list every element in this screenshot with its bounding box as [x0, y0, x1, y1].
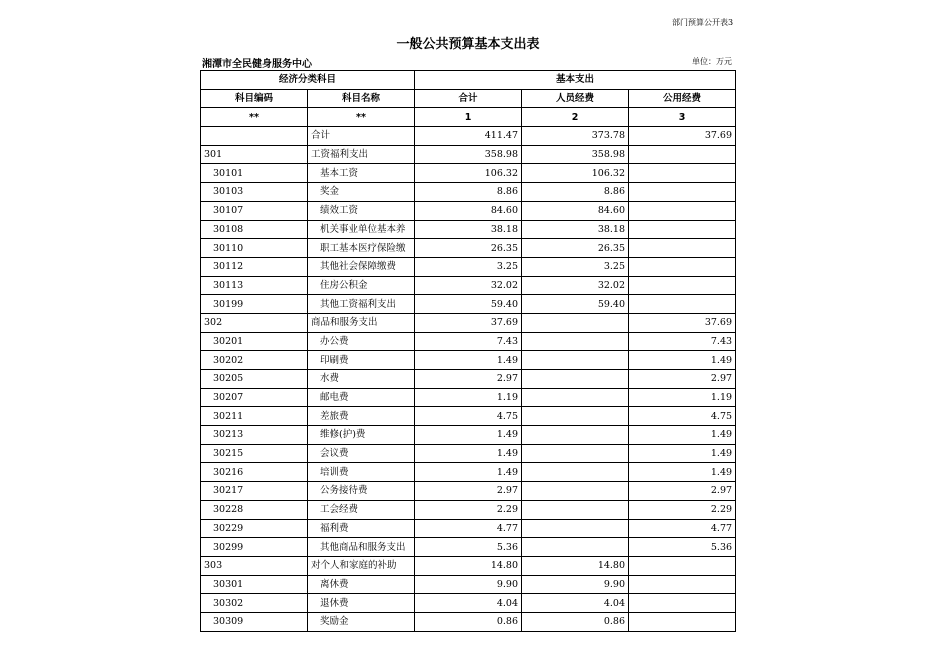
row-code: 30229	[201, 519, 308, 538]
row-total: 2.97	[415, 370, 522, 389]
row-personnel	[522, 332, 629, 351]
row-name: 退休费	[308, 594, 415, 613]
row-personnel: 8.86	[522, 183, 629, 202]
row-total: 411.47	[415, 127, 522, 146]
row-personnel: 3.25	[522, 257, 629, 276]
row-personnel: 59.40	[522, 295, 629, 314]
row-public	[629, 220, 736, 239]
row-public: 1.49	[629, 351, 736, 370]
row-name: 福利费	[308, 519, 415, 538]
header-personnel: 人员经费	[522, 89, 629, 108]
table-row	[201, 257, 736, 276]
row-public: 2.97	[629, 370, 736, 389]
row-code: 30301	[201, 575, 308, 594]
row-total: 4.75	[415, 407, 522, 426]
header-name: 科目名称	[308, 89, 415, 108]
row-name: 工资福利支出	[308, 145, 415, 164]
row-name: 合计	[308, 127, 415, 146]
row-name: 奖金	[308, 183, 415, 202]
row-public	[629, 164, 736, 183]
row-total: 1.19	[415, 388, 522, 407]
row-code: 30302	[201, 594, 308, 613]
row-total: 2.29	[415, 500, 522, 519]
table-row	[201, 332, 736, 351]
row-personnel: 0.86	[522, 612, 629, 631]
table-row	[201, 575, 736, 594]
row-code: 30110	[201, 239, 308, 258]
row-public: 37.69	[629, 127, 736, 146]
row-total: 84.60	[415, 201, 522, 220]
row-code: 30103	[201, 183, 308, 202]
row-total: 38.18	[415, 220, 522, 239]
row-name: 会议费	[308, 444, 415, 463]
row-public	[629, 276, 736, 295]
row-public	[629, 594, 736, 613]
header-row-group	[201, 71, 736, 90]
row-total: 1.49	[415, 463, 522, 482]
row-name: 公务接待费	[308, 482, 415, 501]
row-personnel: 9.90	[522, 575, 629, 594]
row-public: 2.29	[629, 500, 736, 519]
row-name: 其他社会保障缴费	[308, 257, 415, 276]
row-code: 30217	[201, 482, 308, 501]
header-row-index	[201, 108, 736, 127]
row-name: 办公费	[308, 332, 415, 351]
row-name: 住房公积金	[308, 276, 415, 295]
row-total: 9.90	[415, 575, 522, 594]
row-public: 1.49	[629, 444, 736, 463]
row-name: 培训费	[308, 463, 415, 482]
row-total: 5.36	[415, 538, 522, 557]
row-total: 4.04	[415, 594, 522, 613]
row-personnel	[522, 444, 629, 463]
row-code: 30213	[201, 426, 308, 445]
header-basic-expense: 基本支出	[415, 71, 736, 90]
table-row	[201, 426, 736, 445]
table-row	[201, 444, 736, 463]
table-row	[201, 370, 736, 389]
table-row	[201, 220, 736, 239]
row-total: 37.69	[415, 313, 522, 332]
row-personnel: 4.04	[522, 594, 629, 613]
row-public: 1.49	[629, 426, 736, 445]
row-name: 其他商品和服务支出	[308, 538, 415, 557]
row-public: 37.69	[629, 313, 736, 332]
row-public: 4.75	[629, 407, 736, 426]
row-total: 358.98	[415, 145, 522, 164]
row-total: 0.86	[415, 612, 522, 631]
row-code: 30107	[201, 201, 308, 220]
row-code: 30101	[201, 164, 308, 183]
row-code: 303	[201, 556, 308, 575]
table-row	[201, 556, 736, 575]
table-row	[201, 407, 736, 426]
row-public: 7.43	[629, 332, 736, 351]
table-row	[201, 164, 736, 183]
table-number-label: 部门预算公开表3	[672, 18, 734, 27]
table-row	[201, 482, 736, 501]
row-code: 30108	[201, 220, 308, 239]
header-col3: 3	[629, 108, 736, 127]
row-personnel	[522, 313, 629, 332]
header-star-name: **	[308, 108, 415, 127]
table-row	[201, 612, 736, 631]
row-total: 3.25	[415, 257, 522, 276]
row-name: 职工基本医疗保险缴	[308, 239, 415, 258]
row-total: 106.32	[415, 164, 522, 183]
table-row	[201, 519, 736, 538]
header-public: 公用经费	[629, 89, 736, 108]
row-personnel	[522, 351, 629, 370]
row-total: 1.49	[415, 351, 522, 370]
row-total: 4.77	[415, 519, 522, 538]
row-personnel: 38.18	[522, 220, 629, 239]
row-name: 绩效工资	[308, 201, 415, 220]
row-name: 奖励金	[308, 612, 415, 631]
row-personnel	[522, 538, 629, 557]
header-code: 科目编码	[201, 89, 308, 108]
row-code: 30202	[201, 351, 308, 370]
row-code: 30309	[201, 612, 308, 631]
row-code: 302	[201, 313, 308, 332]
row-code: 30216	[201, 463, 308, 482]
row-name: 商品和服务支出	[308, 313, 415, 332]
table-row	[201, 183, 736, 202]
row-name: 基本工资	[308, 164, 415, 183]
organization-name: 湘潭市全民健身服务中心	[202, 59, 312, 70]
row-personnel	[522, 426, 629, 445]
table-row	[201, 351, 736, 370]
row-code: 30199	[201, 295, 308, 314]
table-row	[201, 500, 736, 519]
row-public	[629, 257, 736, 276]
row-code: 301	[201, 145, 308, 164]
unit-label: 单位：万元	[692, 57, 732, 66]
row-personnel	[522, 463, 629, 482]
row-name: 水费	[308, 370, 415, 389]
row-name: 维修(护)费	[308, 426, 415, 445]
row-name: 工会经费	[308, 500, 415, 519]
row-code: 30207	[201, 388, 308, 407]
row-public	[629, 556, 736, 575]
row-public	[629, 575, 736, 594]
row-personnel	[522, 370, 629, 389]
row-public	[629, 183, 736, 202]
row-total: 14.80	[415, 556, 522, 575]
row-total: 1.49	[415, 444, 522, 463]
row-personnel: 14.80	[522, 556, 629, 575]
header-row-columns	[201, 89, 736, 108]
row-code: 30211	[201, 407, 308, 426]
row-personnel	[522, 519, 629, 538]
row-public: 1.49	[629, 463, 736, 482]
table-row	[201, 127, 736, 146]
row-personnel	[522, 500, 629, 519]
row-personnel: 32.02	[522, 276, 629, 295]
row-public: 4.77	[629, 519, 736, 538]
row-code: 30215	[201, 444, 308, 463]
header-econ-class: 经济分类科目	[201, 71, 415, 90]
row-public	[629, 145, 736, 164]
table-row	[201, 145, 736, 164]
row-public: 5.36	[629, 538, 736, 557]
row-total: 7.43	[415, 332, 522, 351]
row-personnel	[522, 482, 629, 501]
row-public	[629, 295, 736, 314]
row-personnel	[522, 388, 629, 407]
row-code: 30228	[201, 500, 308, 519]
table-row	[201, 276, 736, 295]
page-title: 一般公共预算基本支出表	[396, 37, 540, 52]
header-col1: 1	[415, 108, 522, 127]
table-row	[201, 463, 736, 482]
row-code: 30299	[201, 538, 308, 557]
row-total: 1.49	[415, 426, 522, 445]
table-row	[201, 201, 736, 220]
row-public: 1.19	[629, 388, 736, 407]
header-col2: 2	[522, 108, 629, 127]
row-name: 差旅费	[308, 407, 415, 426]
row-code: 30205	[201, 370, 308, 389]
row-name: 印刷费	[308, 351, 415, 370]
row-personnel: 84.60	[522, 201, 629, 220]
row-total: 32.02	[415, 276, 522, 295]
row-total: 2.97	[415, 482, 522, 501]
row-name: 对个人和家庭的补助	[308, 556, 415, 575]
row-personnel	[522, 407, 629, 426]
row-name: 离休费	[308, 575, 415, 594]
row-personnel: 26.35	[522, 239, 629, 258]
row-public	[629, 239, 736, 258]
header-total: 合计	[415, 89, 522, 108]
row-name: 其他工资福利支出	[308, 295, 415, 314]
row-public	[629, 612, 736, 631]
row-code: 30112	[201, 257, 308, 276]
row-code: 30113	[201, 276, 308, 295]
row-total: 59.40	[415, 295, 522, 314]
budget-table	[200, 70, 736, 632]
row-code	[201, 127, 308, 146]
header-star-code: **	[201, 108, 308, 127]
row-public: 2.97	[629, 482, 736, 501]
table-row	[201, 388, 736, 407]
row-name: 邮电费	[308, 388, 415, 407]
table-row	[201, 239, 736, 258]
table-row	[201, 594, 736, 613]
table-row	[201, 538, 736, 557]
table-row	[201, 313, 736, 332]
row-total: 8.86	[415, 183, 522, 202]
row-personnel: 373.78	[522, 127, 629, 146]
row-code: 30201	[201, 332, 308, 351]
row-total: 26.35	[415, 239, 522, 258]
row-personnel: 358.98	[522, 145, 629, 164]
row-name: 机关事业单位基本养	[308, 220, 415, 239]
table-row	[201, 295, 736, 314]
row-public	[629, 201, 736, 220]
row-personnel: 106.32	[522, 164, 629, 183]
